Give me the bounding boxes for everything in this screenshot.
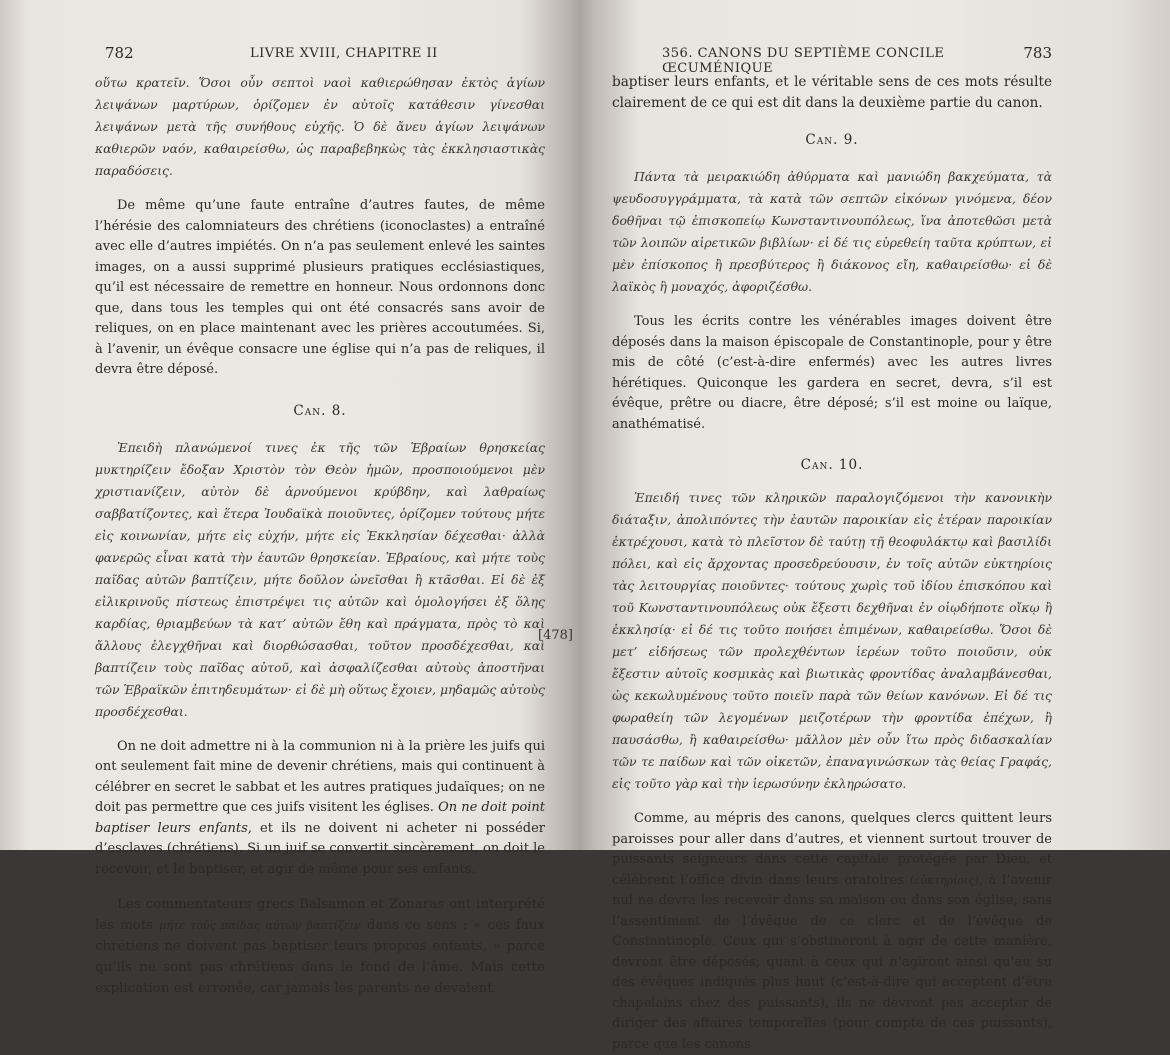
french-paragraph-3-greek: μήτε τοὺς παῖδας αὐτῶν βαπτίζειν: [159, 919, 361, 932]
french-paragraph-2: [95, 737, 545, 881]
left-page-number: 782: [105, 44, 134, 62]
left-running-title: LIVRE XVIII, CHAPITRE II: [250, 46, 438, 61]
french-canon-10-greek: (εὐκτηρίοις): [909, 873, 979, 887]
french-canon-10-part-b: , à l’avenir nul ne devra les recevoir dans sa maison ou dans son église, sans l’assentiment de l’évêque de ce clerc et de l’évêque de Constantinople. Ceux qui s’obstineront à agir de cette manière, devront être déposés; quant à ceux qui n’agiront ainsi qu’au su des évêques indiqués plus haut (c’est-à-dire qui acceptent d’être chapelains chez des puissants), ils ne devront pas accepter de diriger des affaires temporelles (pour compte de ces puissants), parce que les canons: [612, 872, 1052, 1052]
right-page: [612, 0, 1052, 1052]
french-paragraph-1: De même qu’une faute entraîne d’autres fautes, de même l’hérésie des calomniateurs des chrétiens (iconoclastes) a entraîné avec elle d’autres impiétés. On n’a pas seulement enlevé les saintes images, on a aussi supprimé plusieurs pratiques ecclésiastiques, qu’il est nécessaire de remettre en honneur. Nous ordonnons donc que, dans tous les temples qui ont été consacrés sans avoir de reliques, on en place maintenant avec les prières accoutumées. Si, à l’avenir, un évêque consacre une église qui n’a pas de reliques, il devra être déposé.: [95, 198, 545, 377]
right-page-number: 783: [1023, 44, 1052, 62]
french-top-paragraph: baptiser leurs enfants, et le véritable sens de ces mots résulte clairement de ce qui est dit dans la deuxième partie du canon.: [612, 74, 1052, 111]
french-paragraph-2-part-b: et ils ne doivent ni acheter ni posséder d’esclaves (chrétiens). Si un juif se convertit sincèrement, on doit le recevoir, et le baptiser, et agir de même pour ses enfants.: [95, 820, 545, 877]
left-page-body: [95, 72, 545, 999]
french-canon-10-text: [612, 809, 1052, 1055]
greek-intro-text: οὕτω κρατεῖν. Ὅσοι οὖν σεπτοὶ ναοὶ καθιερώθησαν ἐκτὸς ἁγίων λειψάνων μαρτύρων, ὁρίζομεν ἐν αὐτοῖς κατάθεσιν γίνεσθαι λειψάνων μετὰ τῆς συνήθους εὐχῆς. Ὁ δὲ ἄνευ ἁγίων λειψάνων καθιερῶν ναόν, καθαιρείσθω, ὡς παραβεβηκὼς τὰς ἐκκλησιαστικὰς παραδόσεις.: [95, 75, 545, 178]
french-canon-9-text: Tous les écrits contre les vénérables images doivent être déposés dans la maison épiscopale de Constantinople, pour y être mis de côté (c’est-à-dire enfermés) avec les autres livres hérétiques. Quiconque les gardera en secret, devra, s’il est évêque, prêtre ou diacre, être déposé; s’il est moine ou laïque, anathématisé.: [612, 314, 1052, 432]
right-page-body: [612, 72, 1052, 1055]
right-running-head: [612, 44, 1052, 76]
canon-8-heading: Can. 8.: [293, 402, 347, 419]
french-paragraph-2-italic: On ne doit point baptiser leurs enfants,: [95, 800, 546, 836]
margin-reference-number: [478]: [538, 628, 573, 643]
french-paragraph-3-part-b: dans ce sens : « ces faux chrétiens ne doivent pas baptiser leurs propres enfants, » parce qu’ils ne sont pas chrétiens dans le fond de l’âme. Mais cette explication est erronée, car jamais les parents ne devaient: [95, 918, 545, 996]
left-page: [95, 0, 546, 996]
canon-10-heading: Can. 10.: [800, 457, 864, 473]
left-running-head: [95, 46, 545, 66]
greek-canon-9-text: Πάντα τὰ μειρακιώδη ἀθύρματα καὶ μανιώδη βακχεύματα, τὰ ψευδοσυγγράμματα, τὰ κατὰ τῶν σεπτῶν εἰκόνων γινόμενα, δέον δοθῆναι τῷ ἐπισκοπείῳ Κωνσταντινουπόλεως, ἵνα ἀποτεθῶσι μετὰ τῶν λοιπῶν αἱρετικῶν βιβλίων· εἰ δέ τις εὑρεθείη ταῦτα κρύπτων, εἰ μὲν ἐπίσκοπος ἢ πρεσβύτερος ἢ διάκονος εἴη, καθαιρείσθω· εἰ δὲ λαϊκὸς ἢ μοναχός, ἀφοριζέσθω.: [612, 169, 1052, 294]
french-paragraph-3-part-a: Les commentateurs grecs Balsamon et Zonaras ont interprété les mots: [95, 897, 545, 933]
french-paragraph-3: [95, 894, 545, 999]
right-running-title: 356. CANONS DU SEPTIÈME CONCILE ŒCUMÉNIQUE: [662, 46, 945, 76]
greek-canon-8-text: Ἐπειδὴ πλανώμενοί τινες ἐκ τῆς τῶν Ἑβραίων θρησκείας μυκτηρίζειν ἔδοξαν Χριστὸν τὸν Θεὸν ἡμῶν, προσποιούμενοι μὲν χριστιανίζειν, αὐτὸν δὲ ἀρνούμενοι κρύβδην, καὶ λαθραίως σαββατίζοντες, καὶ ἕτερα Ἰουδαϊκὰ ποιοῦντες, ὁρίζομεν τούτους μήτε εἰς κοινωνίαν, μήτε εἰς εὐχήν, μήτε εἰς Ἐκκλησίαν δέχεσθαι· ἀλλὰ φανερῶς εἶναι κατὰ τὴν ἑαυτῶν θρησκείαν. Ἑβραίους, καὶ μήτε τοὺς παῖδας αὐτῶν βαπτίζειν, μήτε δοῦλον ὠνεῖσθαι ἢ κτᾶσθαι. Εἰ δὲ ἐξ εἰλικρινοῦς πίστεως ἐπιστρέψει τις αὐτῶν καὶ ὁμολογήσει ἐξ ὅλης καρδίας, θριαμβεύων τὰ κατ’ αὐτῶν ἔθη καὶ πράγματα, πρὸς τὸ καὶ ἄλλους ἐλεγχθῆναι καὶ διορθώσασθαι, τοῦτον προσδέχεσθαι, καὶ βαπτίζειν τοὺς παῖδας αὐτοῦ, καὶ ἀσφαλίζεσθαι αὐτοὺς ἀποστῆναι τῶν Ἑβραϊκῶν ἐπιτηδευμάτων· εἰ δὲ μὴ οὕτως ἔχοιεν, μηδαμῶς αὐτοὺς προσδέχεσθαι.: [95, 439, 545, 719]
french-paragraph-2-part-a: On ne doit admettre ni à la communion ni à la prière les juifs qui ont seulement fait mine de devenir chrétiens, mais qui continuent à célébrer en secret le sabbat et les autres pratiques judaïques; on ne doit pas permettre que ces juifs visitent les églises.: [95, 738, 545, 815]
canon-9-heading: Can. 9.: [805, 132, 859, 148]
french-canon-10-part-a: Comme, au mépris des canons, quelques clercs quittent leurs paroisses pour aller dans d’autres, et viennent surtout trouver de puissants seigneurs dans cette capitale protégée par Dieu, et célèbrent l’office divin dans leurs oratoires: [612, 811, 1052, 888]
greek-canon-10-text: Ἐπειδή τινες τῶν κληρικῶν παραλογιζόμενοι τὴν κανονικὴν διάταξιν, ἀπολιπόντες τὴν ἑαυτῶν παροικίαν εἰς ἑτέραν παροικίαν ἐκτρέχουσι, κατὰ τὸ πλεῖστον δὲ ταύτῃ τῇ θεοφυλάκτῳ καὶ βασιλίδι πόλει, καὶ εἰς ἄρχοντας προσεδρεύουσιν, ἐν τοῖς αὐτῶν εὐκτηρίοις τὰς λειτουργίας ποιοῦντες· τούτους χωρὶς τοῦ ἰδίου ἐπισκόπου καὶ τοῦ Κωνσταντινουπόλεως οὐκ ἔξεστι δεχθῆναι ἐν οἱῳδήποτε οἴκῳ ἢ ἐκκλησίᾳ· εἰ δέ τις τοῦτο ποιήσει ἐπιμένων, καθαιρείσθω. Ὅσοι δὲ μετ’ εἰδήσεως τῶν προλεχθέντων ἱερέων τοῦτο ποιοῦσιν, οὐκ ἔξεστιν αὐτοῖς κοσμικὰς καὶ βιωτικὰς φροντίδας ἀναλαμβάνεσθαι, ὡς κεκωλυμένους τοῦτο ποιεῖν παρὰ τῶν θείων κανόνων. Εἰ δέ τις φωραθείη τῶν λεγομένων μειζοτέρων τὴν φροντίδα ἐπέχων, ἢ παυσάσθω, ἢ καθαιρείσθω· μᾶλλον μὲν οὖν ἴτω πρὸς διδασκαλίαν τῶν τε παίδων καὶ τῶν οἰκετῶν, ἐπαναγινώσκων τὰς θείας Γραφάς, εἰς τοῦτο γὰρ καὶ τὴν ἱερωσύνην ἐκληρώσατο.: [612, 490, 1052, 791]
